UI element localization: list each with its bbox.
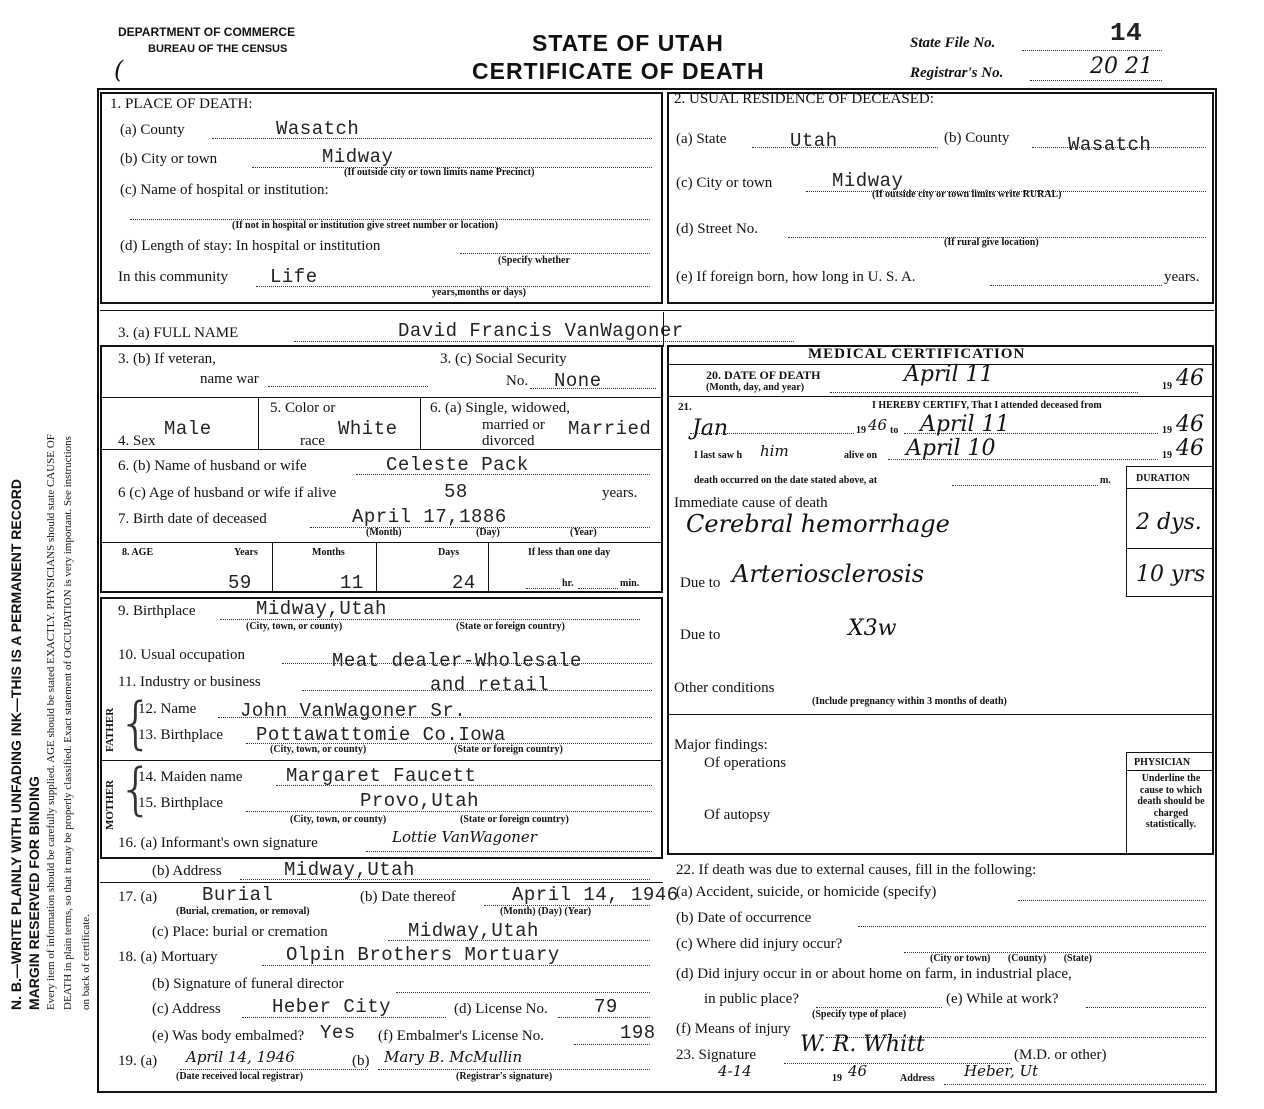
date-received: April 14, 1946: [186, 1048, 295, 1066]
age-days-label: Days: [438, 547, 460, 558]
signature-address: Heber, Ut: [964, 1062, 1039, 1080]
occupation-label: 10. Usual occupation: [118, 647, 246, 663]
margin-note-instructions-2: DEATH in plain terms, so that it may be properly classified. Exact statement of OCCUPATION is very important. See instructions: [62, 436, 74, 1010]
social-security: None: [554, 370, 602, 392]
dod-note: (Month, day, and year): [706, 382, 805, 393]
received-note: (Date received local registrar): [176, 1071, 304, 1082]
age-days: 24: [452, 572, 476, 594]
street-label: (d) Street No.: [676, 221, 759, 237]
due-to-1-label: Due to: [680, 575, 721, 591]
due-to-2-label: Due to: [680, 627, 721, 643]
spouse-age-unit: years.: [602, 485, 638, 501]
hospital-label: (c) Name of hospital or institution:: [120, 182, 329, 198]
county-label: (a) County: [120, 122, 185, 138]
major-findings-label: Major findings:: [674, 737, 768, 753]
embalmer-label: (f) Embalmer's License No.: [378, 1028, 544, 1044]
community-stay: Life: [270, 266, 318, 288]
registrar-number: 20 21: [1090, 54, 1153, 79]
dod-year: 46: [1176, 366, 1204, 391]
foreign-born-label: (e) If foreign born, how long in U. S. A.: [676, 269, 916, 285]
age-years: 59: [228, 572, 252, 594]
hospital-note: (If not in hospital or institution give street number or location): [232, 220, 498, 231]
hr-label: hr.: [562, 578, 574, 589]
father-birthplace-label: 13. Birthplace: [138, 727, 223, 743]
external-c-label: (c) Where did injury occur?: [676, 936, 843, 952]
operations-label: Of operations: [704, 755, 787, 771]
color-label: 5. Color or: [270, 400, 336, 416]
birth-year-note: (Year): [570, 527, 597, 538]
residence-city-note: (If outside city or town limits write RURAL): [872, 189, 1062, 200]
age-months: 11: [340, 572, 364, 594]
external-d-note: (Specify type of place): [812, 1009, 907, 1020]
other-conditions-label: Other conditions: [674, 680, 775, 696]
race-label: race: [300, 433, 325, 449]
external-a-label: (a) Accident, suicide, or homicide (specify): [676, 884, 937, 900]
sig-address-label: Address: [900, 1073, 935, 1084]
margin-note-ink: N. B.—WRITE PLAINLY WITH UNFADING INK—THIS IS A PERMANENT RECORD: [8, 479, 24, 1010]
funeral-director-label: (b) Signature of funeral director: [152, 976, 344, 992]
informant-address: Midway,Utah: [284, 859, 415, 881]
external-heading: 22. If death was due to external causes, fill in the following:: [676, 862, 1037, 878]
full-name-label: 3. (a) FULL NAME: [118, 325, 239, 341]
last-seen-alive: April 10: [906, 436, 996, 461]
stay-note: (Specify whether: [498, 255, 570, 266]
spouse-age-label: 6 (c) Age of husband or wife if alive: [118, 485, 337, 501]
city-note: (If outside city or town limits name Precinct): [344, 167, 535, 178]
residence-heading: 2. USUAL RESIDENCE OF DECEASED:: [674, 91, 934, 107]
residence-county: Wasatch: [1068, 134, 1152, 156]
certificate-title: CERTIFICATE OF DEATH: [472, 58, 765, 84]
min-label: min.: [620, 578, 640, 589]
external-b-label: (b) Date of occurrence: [676, 910, 812, 926]
sex-label: 4. Sex: [118, 433, 156, 449]
burial-date-label: (b) Date thereof: [360, 889, 456, 905]
bureau-label: BUREAU OF THE CENSUS: [148, 43, 288, 55]
color-race: White: [338, 418, 398, 440]
to-label: to: [890, 425, 899, 436]
street-note: (If rural give location): [944, 237, 1039, 248]
license-label: (d) License No.: [454, 1001, 548, 1017]
to-year-prefix: 19: [1162, 425, 1172, 436]
external-d-label: (d) Did injury occur in or about home on farm, in industrial place,: [676, 966, 1072, 982]
physician-label: PHYSICIAN: [1134, 757, 1191, 768]
medical-heading: MEDICAL CERTIFICATION: [808, 346, 1026, 362]
occupation: Meat dealer-Wholesale: [332, 650, 582, 672]
sig-year-prefix: 19: [832, 1073, 842, 1084]
mother-birthplace: Provo,Utah: [360, 790, 480, 812]
spouse-name: Celeste Pack: [386, 454, 529, 476]
registrar-signature: Mary B. McMullin: [384, 1048, 523, 1066]
saw-him: him: [760, 442, 789, 460]
saw-year: 46: [1176, 436, 1204, 461]
margin-note-instructions-1: Every item of information should be carefully supplied. AGE should be stated EXACTLY. PHYSICIANS should state CAUSE OF: [45, 434, 57, 1010]
state-title: STATE OF UTAH: [532, 30, 724, 56]
burial-note: (Burial, cremation, or removal): [176, 906, 310, 917]
certify-text: I HEREBY CERTIFY, That I attended deceased from: [872, 400, 1102, 411]
margin-note-instructions-3: on back of certificate.: [80, 914, 92, 1010]
mother-maiden-label: 14. Maiden name: [138, 769, 243, 785]
burial-label: 17. (a): [118, 889, 158, 905]
veteran-label: 3. (b) If veteran,: [118, 351, 216, 367]
father-birthplace: Pottawattomie Co.Iowa: [256, 724, 506, 746]
death-city: Midway: [322, 146, 394, 168]
full-name: David Francis VanWagoner: [398, 320, 684, 342]
residence-county-label: (b) County: [944, 130, 1010, 146]
state-file-label: State File No.: [910, 35, 996, 51]
from-year-prefix: 19: [856, 425, 866, 436]
state-file-number: 14: [1110, 18, 1143, 48]
external-d-label-2: in public place?: [704, 991, 799, 1007]
disposition: Burial: [202, 884, 274, 906]
informant-label: 16. (a) Informant's own signature: [118, 835, 318, 851]
burial-date: April 14, 1946: [512, 884, 679, 906]
sex: Male: [164, 418, 212, 440]
mother-maiden-name: Margaret Faucett: [286, 765, 477, 787]
md-label: (M.D. or other): [1014, 1047, 1107, 1063]
marital-label: 6. (a) Single, widowed,: [430, 400, 570, 416]
informant-signature: Lottie VanWagoner: [392, 828, 537, 846]
ss-label: 3. (c) Social Security: [440, 351, 567, 367]
mother-bp-note-state: (State or foreign country): [460, 814, 569, 825]
attended-from: Jan: [692, 416, 729, 441]
mother-bp-note-city: (City, town, or county): [290, 814, 387, 825]
burial-place: Midway,Utah: [408, 920, 539, 942]
to-year: 46: [1176, 412, 1204, 437]
industry-label: 11. Industry or business: [118, 674, 261, 690]
dod-year-prefix: 19: [1162, 381, 1172, 392]
mortuary-address-label: (c) Address: [152, 1001, 221, 1017]
birthplace-note-city: (City, town, or county): [246, 621, 343, 632]
foreign-years-unit: years.: [1164, 269, 1200, 285]
birthplace: Midway,Utah: [256, 598, 387, 620]
industry: and retail: [430, 674, 550, 696]
age-months-label: Months: [312, 547, 345, 558]
embalmed-label: (e) Was body embalmed?: [152, 1028, 305, 1044]
department-label: DEPARTMENT OF COMMERCE: [118, 25, 296, 39]
spouse-label: 6. (b) Name of husband or wife: [118, 458, 307, 474]
community-note: years,months or days): [432, 287, 526, 298]
birth-month-note: (Month): [366, 527, 402, 538]
date-of-death: April 11: [904, 362, 994, 387]
registrar-number-label: Registrar's No.: [910, 65, 1004, 81]
residence-state-label: (a) State: [676, 131, 727, 147]
birth-day-note: (Day): [476, 527, 500, 538]
signature-year: 46: [848, 1062, 868, 1080]
ss-no-label: No.: [506, 373, 529, 389]
other-conditions-note: (Include pregnancy within 3 months of death): [812, 696, 1007, 707]
embalmer-license: 198: [620, 1022, 656, 1044]
spouse-age: 58: [444, 481, 468, 503]
marital-divorced-label: divorced: [482, 433, 535, 449]
license-number: 79: [594, 996, 618, 1018]
stay-label: (d) Length of stay: In hospital or institution: [120, 238, 381, 254]
external-f-label: (f) Means of injury: [676, 1021, 791, 1037]
due-to-2: X3w: [848, 616, 897, 641]
attended-to: April 11: [920, 412, 1010, 437]
mother-birthplace-label: 15. Birthplace: [138, 795, 223, 811]
age-years-label: Years: [234, 547, 258, 558]
community-label: In this community: [118, 269, 228, 285]
immediate-duration: 2 dys.: [1136, 510, 1202, 535]
father-name-label: 12. Name: [138, 701, 197, 717]
alive-label: alive on: [844, 450, 878, 461]
death-county: Wasatch: [276, 118, 360, 140]
autopsy-label: Of autopsy: [704, 807, 771, 823]
age-less-label: If less than one day: [528, 547, 611, 558]
certify-number: 21.: [678, 401, 692, 413]
occurred-label: death occurred on the date stated above, at: [694, 475, 878, 486]
mortuary-label: 18. (a) Mortuary: [118, 949, 218, 965]
from-year: 46: [868, 416, 888, 434]
occurred-unit: m.: [1100, 475, 1111, 486]
birth-date-label: 7. Birth date of deceased: [118, 511, 267, 527]
embalmed: Yes: [320, 1022, 356, 1044]
age-label: 8. AGE: [122, 547, 154, 558]
external-e-label: (e) While at work?: [946, 991, 1059, 1007]
mortuary-address: Heber City: [272, 996, 392, 1018]
physician-signature: W. R. Whitt: [800, 1032, 925, 1057]
saw-label: I last saw h: [694, 450, 743, 461]
father-name: John VanWagoner Sr.: [240, 700, 467, 722]
residence-city: Midway: [832, 170, 904, 192]
birthplace-label: 9. Birthplace: [118, 603, 196, 619]
received-label: 19. (a): [118, 1053, 158, 1069]
signature-date: 4-14: [718, 1062, 752, 1080]
birthplace-note-state: (State or foreign country): [456, 621, 565, 632]
burial-place-label: (c) Place: burial or cremation: [152, 924, 328, 940]
father-bp-note-city: (City, town, or county): [270, 744, 367, 755]
residence-city-label: (c) City or town: [676, 175, 773, 191]
signature-label: 23. Signature: [676, 1047, 756, 1063]
father-bp-note-state: (State or foreign country): [454, 744, 563, 755]
registrar-note: (Registrar's signature): [456, 1071, 553, 1082]
duration-label: DURATION: [1136, 473, 1190, 484]
marital-married-label: married or: [482, 417, 545, 433]
residence-state: Utah: [790, 130, 838, 152]
external-c-note: (City or town) (County) (State): [930, 953, 1093, 964]
immediate-cause-label: Immediate cause of death: [674, 495, 828, 511]
informant-address-label: (b) Address: [152, 863, 222, 879]
veteran-war-label: name war: [200, 371, 259, 387]
mortuary: Olpin Brothers Mortuary: [286, 944, 560, 966]
mother-side-label: MOTHER: [104, 779, 116, 830]
place-of-death-heading: 1. PLACE OF DEATH:: [110, 96, 253, 112]
birth-date: April 17,1886: [352, 506, 507, 528]
burial-date-note: (Month) (Day) (Year): [500, 906, 592, 917]
city-label: (b) City or town: [120, 151, 218, 167]
margin-note-binding: MARGIN RESERVED FOR BINDING: [26, 776, 42, 1010]
dod-label: 20. DATE OF DEATH: [706, 368, 821, 382]
corner-mark: (: [114, 56, 124, 84]
father-side-label: FATHER: [104, 707, 116, 752]
marital-status: Married: [568, 418, 652, 440]
saw-year-prefix: 19: [1162, 450, 1172, 461]
immediate-cause: Cerebral hemorrhage: [686, 510, 950, 538]
registrar-sig-label: (b): [352, 1053, 370, 1069]
physician-note: Underline the cause to which death should be charged statistically.: [1137, 773, 1205, 830]
due-to-1-duration: 10 yrs: [1136, 562, 1206, 587]
due-to-1: Arteriosclerosis: [732, 560, 925, 588]
